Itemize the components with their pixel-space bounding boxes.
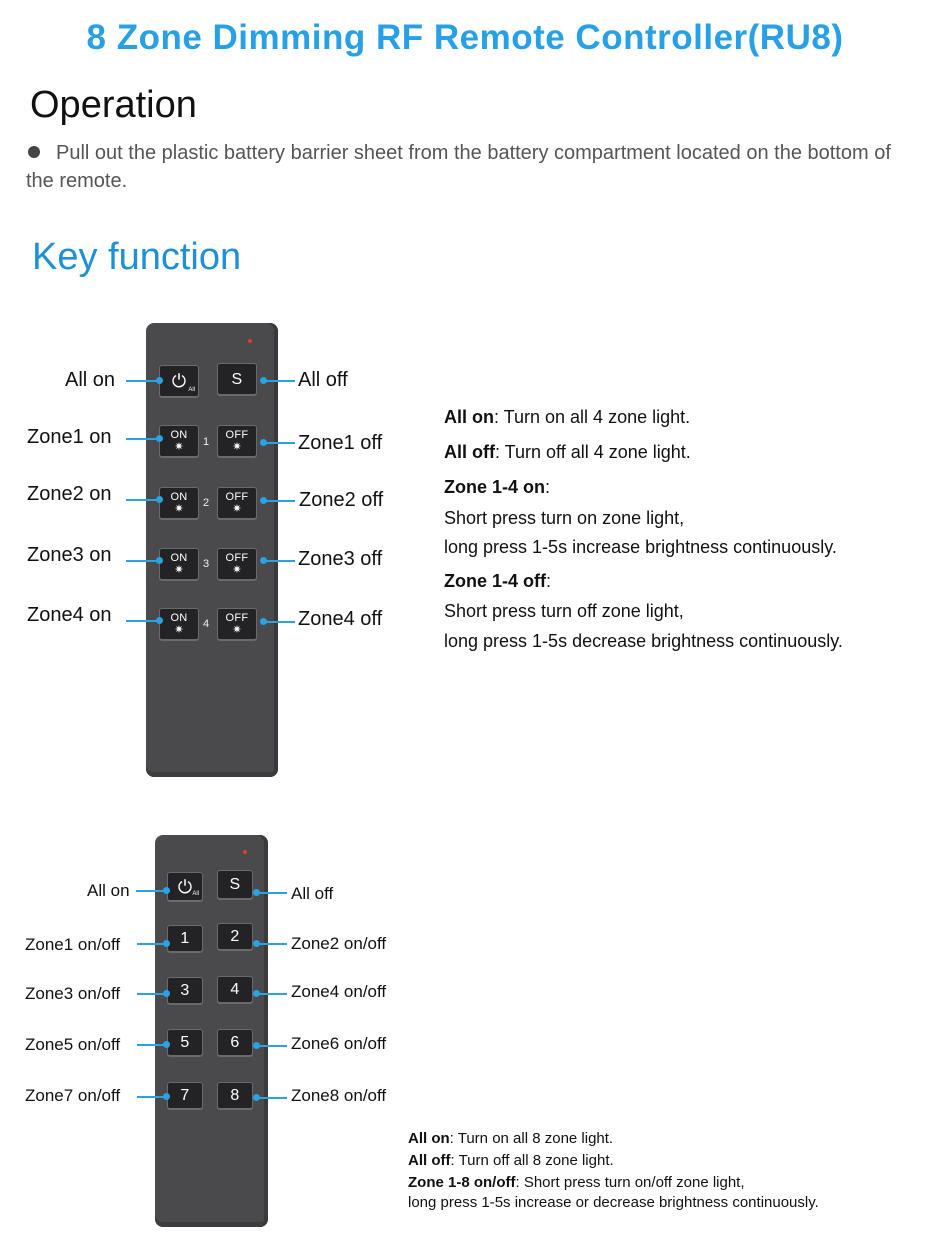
s-label: S: [229, 876, 241, 893]
all-on-button[interactable]: [167, 872, 203, 901]
desc-text: : Short press turn on/off zone light,: [515, 1174, 745, 1191]
zone1-off-button[interactable]: [217, 425, 257, 457]
operation-text: Pull out the plastic battery barrier sheet from the battery compartment located on the bottom of the remote.: [26, 142, 891, 192]
desc-zone-on: [444, 476, 550, 498]
off-label: OFF: [225, 552, 249, 564]
callout-dot: [156, 496, 163, 503]
desc-zone-onoff-line2: long press 1-5s increase or decrease brightness continuously.: [408, 1194, 819, 1211]
power-icon: ⏻: [177, 876, 193, 897]
desc-term: Zone 1-8 on/off: [408, 1174, 516, 1191]
callout-line: [263, 500, 295, 502]
label-zone4-on: Zone4 on: [27, 604, 112, 626]
operation-heading: Operation: [30, 84, 197, 126]
zone2-button[interactable]: [217, 923, 253, 950]
callout-line: [137, 943, 166, 945]
zone-key-label: 4: [230, 981, 240, 998]
label-zone5: Zone5 on/off: [25, 1035, 121, 1054]
on-label: ON: [170, 612, 188, 624]
desc-term: All off: [408, 1152, 451, 1169]
callout-dot: [163, 1041, 170, 1048]
label-all-off: All off: [291, 884, 334, 903]
zone1-button[interactable]: [167, 925, 203, 952]
desc-term: All off: [444, 442, 495, 462]
zone-number: 2: [203, 497, 210, 509]
callout-line: [263, 621, 295, 623]
callout-dot: [163, 887, 170, 894]
zone-key-label: 7: [180, 1087, 190, 1104]
desc-term: All on: [408, 1130, 450, 1147]
zone6-button[interactable]: [217, 1029, 253, 1056]
power-icon: ⏻: [171, 371, 187, 391]
callout-line: [263, 560, 295, 562]
zone-key-label: 2: [230, 928, 240, 945]
zone2-on-button[interactable]: [159, 487, 199, 519]
desc-all-off: [408, 1151, 614, 1171]
brightness-icon: ✷: [174, 624, 184, 636]
desc-zone-on-line1: Short press turn on zone light,: [444, 508, 685, 528]
callout-dot: [156, 557, 163, 564]
callout-line: [256, 1097, 287, 1099]
desc-zone-onoff: [408, 1173, 745, 1193]
brightness-icon: ✷: [174, 564, 184, 576]
callout-line: [126, 560, 160, 562]
desc-term: Zone 1-4 on: [444, 477, 546, 497]
zone4-off-button[interactable]: [217, 608, 257, 640]
callout-line: [256, 943, 287, 945]
callout-line: [263, 442, 295, 444]
off-label: OFF: [225, 429, 249, 441]
callout-line: [256, 993, 287, 995]
label-zone1-on: Zone1 on: [27, 426, 112, 448]
label-zone2-on: Zone2 on: [27, 483, 112, 505]
brightness-icon: ✷: [232, 564, 242, 576]
label-zone3: Zone3 on/off: [25, 984, 121, 1003]
desc-text: :: [545, 477, 551, 497]
indicator-led: [243, 850, 247, 854]
callout-line: [137, 1044, 166, 1046]
callout-line: [256, 1045, 287, 1047]
on-label: ON: [170, 491, 188, 503]
on-label: ON: [170, 552, 188, 564]
callout-dot: [163, 940, 170, 947]
page-title: 8 Zone Dimming RF Remote Controller(RU8): [86, 18, 844, 57]
zone2-off-button[interactable]: [217, 487, 257, 519]
s-button[interactable]: [217, 870, 253, 899]
label-all-on: All on: [87, 881, 130, 900]
brightness-icon: ✷: [232, 624, 242, 636]
brightness-icon: ✷: [174, 441, 184, 453]
desc-text: : Turn off all 8 zone light.: [450, 1152, 614, 1169]
label-zone3-off: Zone3 off: [298, 548, 383, 570]
desc-text: : Turn off all 4 zone light.: [495, 442, 691, 462]
zone-key-label: 8: [230, 1087, 240, 1104]
label-zone1-off: Zone1 off: [298, 432, 383, 454]
brightness-icon: ✷: [232, 503, 242, 515]
off-label: OFF: [225, 491, 249, 503]
zone3-button[interactable]: [167, 977, 203, 1004]
callout-line: [263, 380, 295, 382]
zone3-on-button[interactable]: [159, 548, 199, 580]
desc-all-on: [408, 1129, 613, 1149]
label-all-off: All off: [298, 369, 348, 391]
callout-line: [256, 892, 287, 894]
callout-dot: [163, 990, 170, 997]
callout-dot: [156, 617, 163, 624]
callout-line: [126, 499, 160, 501]
label-zone2: Zone2 on/off: [291, 934, 387, 953]
callout-dot: [163, 1093, 170, 1100]
desc-zone-off: [444, 570, 551, 592]
desc-term: Zone 1-4 off: [444, 571, 546, 591]
desc-term: All on: [444, 407, 494, 427]
zone-key-label: 1: [180, 930, 190, 947]
label-zone6: Zone6 on/off: [291, 1034, 387, 1053]
desc-all-off: [444, 441, 691, 463]
label-zone8: Zone8 on/off: [291, 1086, 387, 1105]
label-zone7: Zone7 on/off: [25, 1086, 121, 1105]
callout-dot: [156, 435, 163, 442]
all-sublabel: All: [188, 387, 195, 393]
zone5-button[interactable]: [167, 1029, 203, 1056]
brightness-icon: ✷: [174, 503, 184, 515]
zone-key-label: 5: [180, 1034, 190, 1051]
zone4-button[interactable]: [217, 976, 253, 1003]
label-zone4: Zone4 on/off: [291, 982, 387, 1001]
label-zone4-off: Zone4 off: [298, 608, 383, 630]
key-function-heading: Key function: [32, 236, 242, 278]
zone-number: 3: [203, 558, 210, 570]
zone4-on-button[interactable]: [159, 608, 199, 640]
zone8-button[interactable]: [217, 1082, 253, 1109]
all-sublabel: All: [192, 891, 199, 897]
zone7-button[interactable]: [167, 1082, 203, 1109]
callout-line: [137, 993, 166, 995]
desc-zone-on-line2: long press 1-5s increase brightness continuously.: [444, 537, 837, 557]
desc-text: : Turn on all 4 zone light.: [494, 407, 691, 427]
callout-dot: [156, 377, 163, 384]
callout-line: [137, 1096, 166, 1098]
zone-number: 1: [203, 436, 210, 448]
callout-line: [136, 890, 166, 892]
callout-line: [126, 380, 160, 382]
label-zone1: Zone1 on/off: [25, 935, 121, 954]
label-all-on: All on: [65, 369, 116, 391]
s-button[interactable]: [217, 363, 257, 395]
callout-line: [126, 620, 160, 622]
zone3-off-button[interactable]: [217, 548, 257, 580]
indicator-led: [248, 339, 252, 343]
desc-zone-off-line1: Short press turn off zone light,: [444, 601, 684, 621]
off-label: OFF: [225, 612, 249, 624]
zone1-on-button[interactable]: [159, 425, 199, 457]
zone-key-label: 6: [230, 1034, 240, 1051]
desc-zone-off-line2: long press 1-5s decrease brightness continuously.: [444, 631, 843, 651]
desc-all-on: [444, 406, 690, 428]
s-label: S: [231, 370, 243, 388]
zone-number: 4: [203, 618, 210, 630]
all-on-button[interactable]: [159, 365, 199, 397]
label-zone3-on: Zone3 on: [27, 544, 112, 566]
callout-line: [126, 438, 160, 440]
on-label: ON: [170, 429, 188, 441]
zone-key-label: 3: [180, 982, 190, 999]
brightness-icon: ✷: [232, 441, 242, 453]
desc-text: : Turn on all 8 zone light.: [449, 1130, 614, 1147]
label-zone2-off: Zone2 off: [299, 489, 384, 511]
desc-text: :: [546, 571, 552, 591]
